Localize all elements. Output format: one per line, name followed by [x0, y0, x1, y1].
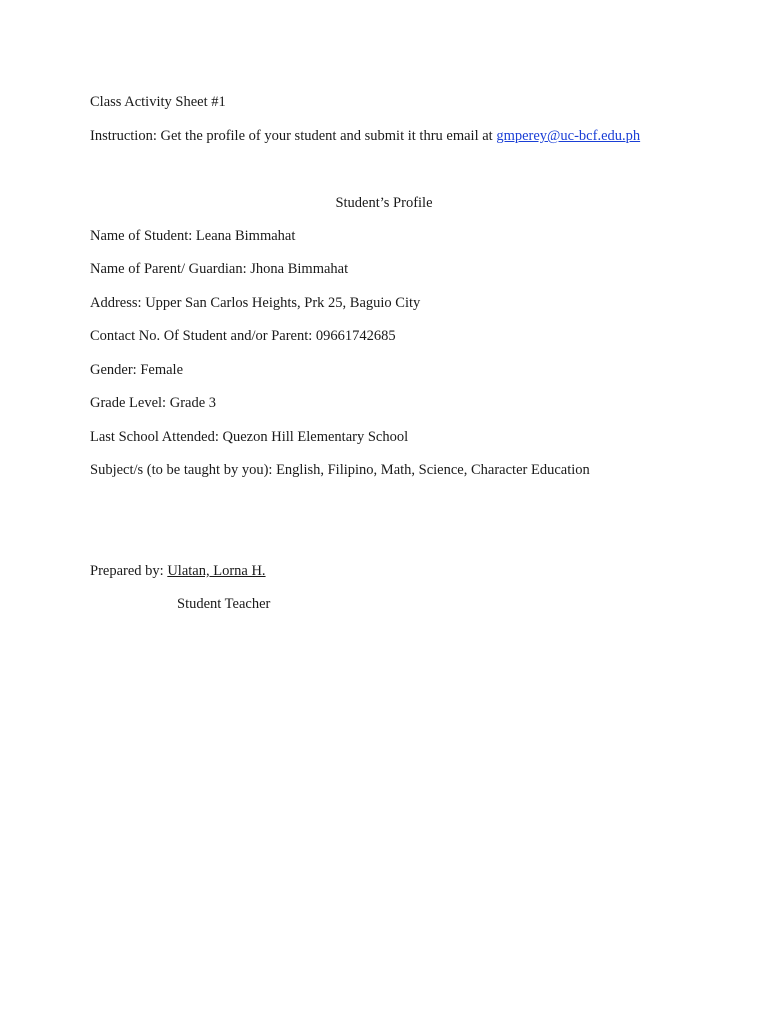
- field-gender: [90, 361, 183, 379]
- field-value: Quezon Hill Elementary School: [222, 429, 409, 445]
- field-value: Female: [140, 362, 184, 378]
- field-value: Grade 3: [169, 395, 217, 411]
- field-label: Gender:: [90, 362, 137, 378]
- field-label: Subject/s (to be taught by you):: [90, 462, 273, 478]
- field-value: Upper San Carlos Heights, Prk 25, Baguio City: [145, 295, 421, 311]
- field-value: English, Filipino, Math, Science, Character Education: [276, 462, 590, 478]
- profile-heading: Student’s Profile: [335, 195, 433, 211]
- field-value: Leana Bimmahat: [195, 228, 296, 244]
- field-subjects: [90, 461, 590, 479]
- field-value: Jhona Bimmahat: [250, 261, 349, 277]
- field-label: Grade Level:: [90, 395, 167, 411]
- field-label: Name of Student:: [90, 228, 193, 244]
- field-contact-number: [90, 327, 396, 345]
- prepared-by-role: Student Teacher: [177, 596, 271, 612]
- field-grade-level: [90, 394, 216, 412]
- field-label: Name of Parent/ Guardian:: [90, 261, 247, 277]
- field-student-name: [90, 227, 295, 245]
- field-label: Address:: [90, 295, 142, 311]
- field-last-school: [90, 428, 408, 446]
- field-value: 09661742685: [315, 328, 396, 344]
- instruction-email-link[interactable]: gmperey@uc-bcf.edu.ph: [496, 128, 641, 144]
- prepared-by-label: Prepared by:: [90, 563, 164, 579]
- activity-title: Class Activity Sheet #1: [90, 94, 226, 110]
- instruction-line: [90, 127, 640, 145]
- field-label: Contact No. Of Student and/or Parent:: [90, 328, 313, 344]
- instruction-text: Instruction: Get the profile of your student and submit it thru email at: [90, 128, 497, 144]
- field-label: Last School Attended:: [90, 429, 219, 445]
- prepared-by-name: Ulatan, Lorna H.: [167, 563, 266, 579]
- prepared-by-line: [90, 562, 266, 580]
- field-parent-name: [90, 260, 348, 278]
- field-address: [90, 294, 420, 312]
